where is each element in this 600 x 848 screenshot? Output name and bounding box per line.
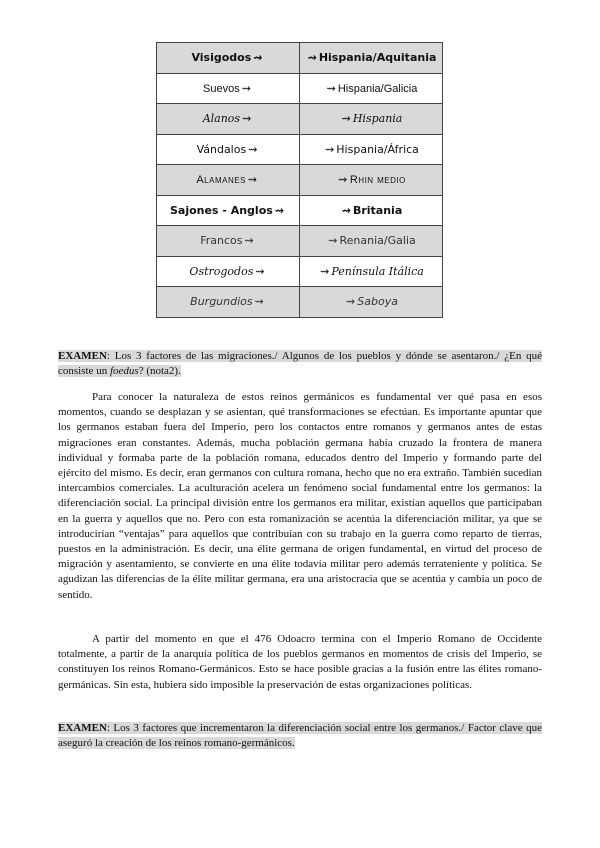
- arrow-icon: ⇝: [307, 51, 317, 65]
- paragraph-1: Para conocer la naturaleza de estos reinos germánicos es fundamental ver qué pasa en esos momentos, cuando se desplazan y se asientan, qué transformaciones se efectúan. Es importante apuntar que los germanos estaban fuera del Imperio, pero los contactos entre romanos y germanos antes de estas migraciones eran constantes. Además, mucha población germana había cruzado la frontera de manera individual y formaba parte de la población romana, educados dentro del Imperio y formando parte del ejército del mismo. Es decir, eran germanos con cultura romana, hecho que no era extraño. También sucedían intercambios comerciales. La aculturación acelera un fenómeno social fundamental entre los germanos: la diferenciación social. La principal división entre los germanos era militar, existían aquellos que participaban en la guerra y aquellos que no. Pero con esta romanización se acentúa la diferenciación militar, ya que se introducirían “ventajas” para aquellos que contribuían con su trabajo en la guerra como reparto de tierras, puestos en la administración. Es decir, una élite germana de origen fundamental, en virtud del proceso de migración y asentamiento, se convierte en una élite todavía militar pero además terrateniente y política. Se agudizan las diferencias de la élite militar germana, era una aristocracia que se acentúa y cambia un poco de sentido.: [58, 391, 542, 601]
- arrow-icon: ⇝: [242, 112, 252, 126]
- table-row: [157, 195, 443, 226]
- table-row: [157, 104, 443, 135]
- arrow-icon: ⇝: [247, 173, 258, 187]
- arrow-icon: ⇝: [325, 142, 335, 156]
- region-cell: ⇝ Renania/Galia: [300, 226, 443, 257]
- arrow-icon: ⇝: [328, 234, 338, 248]
- people-cell: Burgundios ⇝: [157, 287, 300, 318]
- arrow-icon: ⇝: [320, 264, 330, 278]
- people-cell: Visigodos ⇝: [157, 43, 300, 74]
- region-cell: ⇝ Península Itálica: [300, 256, 443, 287]
- exam-note-2: EXAMEN: Los 3 factores que incrementaron la diferenciación social entre los germanos./ Factor clave que aseguró la creación de los reinos romano-germánicos.: [58, 722, 542, 750]
- peoples-table: [156, 42, 443, 318]
- region-cell: ⇝ Hispania: [300, 104, 443, 135]
- table-row: [157, 43, 443, 74]
- table-row: [157, 256, 443, 287]
- paragraph-2: A partir del momento en que el 476 Odoacro termina con el Imperio Romano de Occidente totalmente, a partir de la anarquía política de los pueblos germanos en momentos de crisis del Imperio, se constituyen los reinos Romano-Germánicos. Esto se hace posible gracias a la fusión entre las élites romano-germánicas. Sin esta, hubiera sido imposible la preservación de estas organizaciones políticas.: [58, 633, 542, 691]
- arrow-icon: ⇝: [341, 112, 351, 126]
- arrow-icon: ⇝: [241, 81, 251, 95]
- region-cell: ⇝ Britania: [300, 195, 443, 226]
- people-cell: Alanos ⇝: [157, 104, 300, 135]
- table-row: [157, 134, 443, 165]
- arrow-icon: ⇝: [255, 264, 265, 278]
- arrow-icon: ⇝: [254, 295, 264, 309]
- region-cell: ⇝ Saboya: [300, 287, 443, 318]
- table-row: [157, 165, 443, 196]
- table-row: [157, 287, 443, 318]
- people-cell: Alamanes ⇝: [157, 165, 300, 196]
- arrow-icon: ⇝: [274, 203, 285, 217]
- arrow-icon: ⇝: [253, 51, 263, 65]
- arrow-icon: ⇝: [346, 295, 356, 309]
- people-cell: Suevos ⇝: [157, 73, 300, 104]
- arrow-icon: ⇝: [248, 142, 258, 156]
- table-row: [157, 226, 443, 257]
- people-cell: Vándalos ⇝: [157, 134, 300, 165]
- exam-label: EXAMEN: [58, 350, 107, 362]
- region-cell: ⇝ Hispania/Aquitania: [300, 43, 443, 74]
- exam-note-1: EXAMEN: Los 3 factores de las migraciones./ Algunos de los pueblos y dónde se asentaron./ ¿En qué consiste un foedus? (nota2).: [58, 350, 542, 378]
- region-cell: ⇝ Hispania/África: [300, 134, 443, 165]
- arrow-icon: ⇝: [244, 234, 254, 248]
- exam-label: EXAMEN: [58, 722, 107, 734]
- arrow-icon: ⇝: [341, 203, 351, 217]
- people-cell: Sajones - Anglos ⇝: [157, 195, 300, 226]
- table-row: [157, 73, 443, 104]
- region-cell: ⇝ Hispania/Galicia: [300, 73, 443, 104]
- people-cell: Francos ⇝: [157, 226, 300, 257]
- people-cell: Ostrogodos ⇝: [157, 256, 300, 287]
- arrow-icon: ⇝: [326, 81, 336, 95]
- region-cell: ⇝ Rhin medio: [300, 165, 443, 196]
- arrow-icon: ⇝: [338, 173, 348, 187]
